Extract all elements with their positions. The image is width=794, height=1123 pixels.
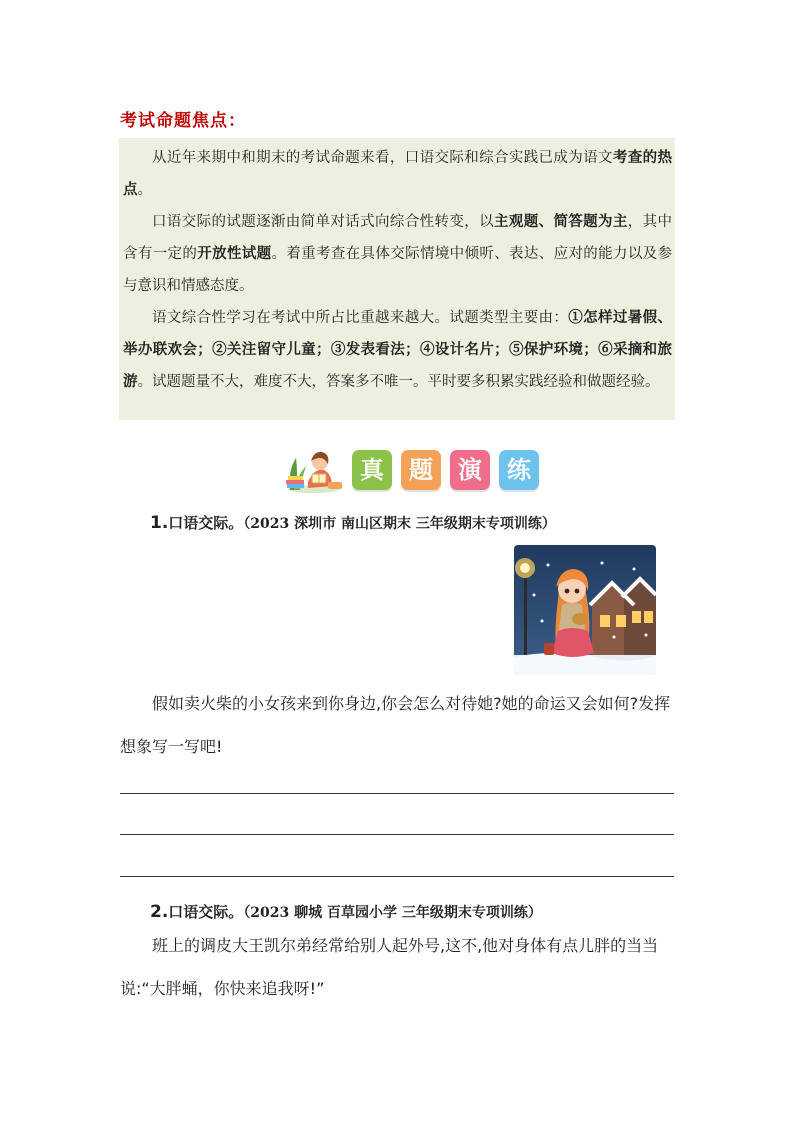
banner-char-zhen: 真 bbox=[352, 450, 392, 490]
focus-title: 考试命题焦点： bbox=[120, 111, 246, 131]
banner-char-lian: 练 bbox=[499, 450, 539, 490]
question-1-text: 假如卖火柴的小女孩来到你身边,你会怎么对待她?她的命运又会如何?发挥想象写一写吧! bbox=[120, 694, 671, 756]
match-girl-illustration bbox=[514, 545, 656, 675]
answer-line-2[interactable] bbox=[120, 834, 674, 835]
banner-char-yan: 演 bbox=[450, 450, 490, 490]
answer-line-1[interactable] bbox=[120, 793, 674, 794]
focus-paragraph-3: 语文综合性学习在考试中所占比重越来越大。试题类型主要由：①怎样过暑假、举办联欢会；②关注留守儿童；③发表看法；④设计名片；⑤保护环境；⑥采摘和旅游。试题题量不大，难度不大，答案多不唯一。平时要多积累实践经验和做题经验。 bbox=[123, 309, 673, 390]
question-2-text: 班上的调皮大王凯尔弟经常给别人起外号,这不,他对身体有点儿胖的当当说:“大胖蛹，你快来追我呀!” bbox=[120, 936, 659, 998]
focus-box bbox=[119, 138, 675, 420]
reading-child-icon bbox=[284, 446, 344, 494]
question-2-heading: 2.口语交际。（2023 聊城 百草园小学 三年级期末专项训练） bbox=[150, 902, 542, 922]
focus-paragraph-1: 从近年来期中和期末的考试命题来看，口语交际和综合实践已成为语文考查的热点。 bbox=[123, 149, 673, 198]
banner-char-ti: 题 bbox=[401, 450, 441, 490]
section-banner bbox=[284, 446, 544, 494]
question-1-heading: 1.口语交际。（2023 深圳市 南山区期末 三年级期末专项训练） bbox=[150, 513, 556, 533]
answer-line-3[interactable] bbox=[120, 876, 674, 877]
focus-paragraph-2: 口语交际的试题逐渐由简单对话式向综合性转变，以主观题、简答题为主，其中含有一定的开放性试题。着重考查在具体交际情境中倾听、表达、应对的能力以及参与意识和情感态度。 bbox=[123, 213, 673, 294]
